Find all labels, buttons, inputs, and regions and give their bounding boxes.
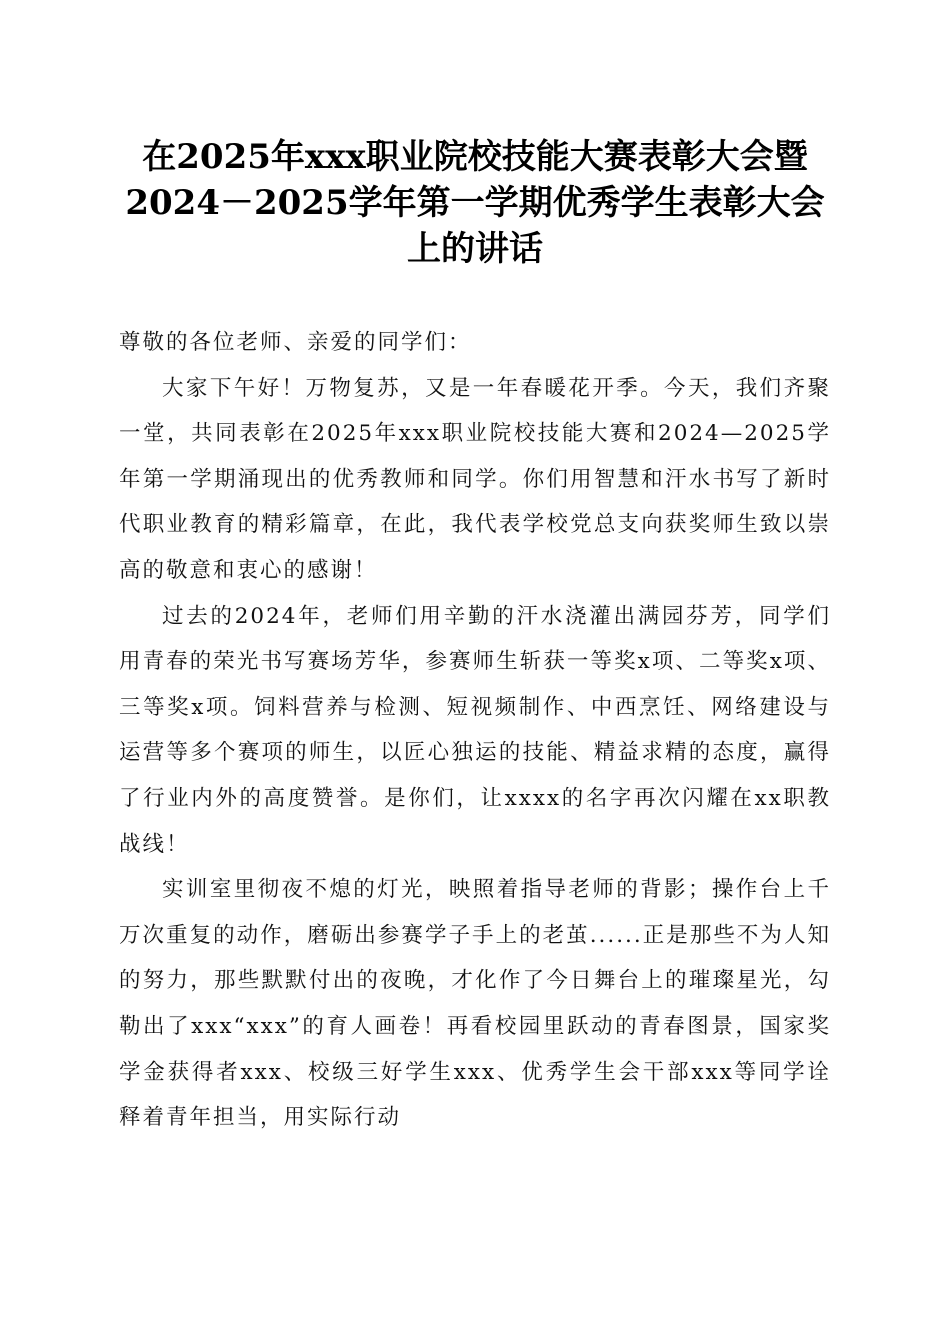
salutation: 尊敬的各位老师、亲爱的同学们： [119,330,472,355]
paragraph-opening: 大家下午好！万物复苏，又是一年春暖花开季。今天，我们齐聚一堂，共同表彰在2025年xxx职业院校技能大赛和2024—2025学年第一学期涌现出的优秀教师和同学。你们用智慧和汗水书写了新时代职业教育的精彩篇章，在此，我代表学校党总支向获奖师生致以崇高的敬意和衷心的感谢！ [119,375,831,583]
document-title [90,134,860,272]
paragraph-achievements: 过去的2024年，老师们用辛勤的汗水浇灌出满园芬芳，同学们用青春的荣光书写赛场芳华，参赛师生斩获一等奖x项、二等奖x项、三等奖x项。饲料营养与检测、短视频制作、中西烹饪、网络建设与运营等多个赛项的师生，以匠心独运的技能、精益求精的态度，赢得了行业内外的高度赞誉。是你们，让xxxx的名字再次闪耀在xx职教战线！ [119,603,831,857]
speech-body [119,320,831,1141]
title-line-3: 上的讲话 [407,229,543,269]
paragraph-efforts: 实训室里彻夜不熄的灯光，映照着指导老师的背影；操作台上千万次重复的动作，磨砺出参赛学子手上的老茧......正是那些不为人知的努力，那些默默付出的夜晚，才化作了今日舞台上的璀璨星光，勾勒出了xxx“xxx”的育人画卷！再看校园里跃动的青春图景，国家奖学金获得者xxx、校级三好学生xxx、优秀学生会干部xxx等同学诠释着青年担当，用实际行动 [119,877,831,1131]
title-line-1: 在2025年xxx职业院校技能大赛表彰大会暨 [142,137,808,177]
title-line-2: 2024－2025学年第一学期优秀学生表彰大会 [125,183,825,223]
